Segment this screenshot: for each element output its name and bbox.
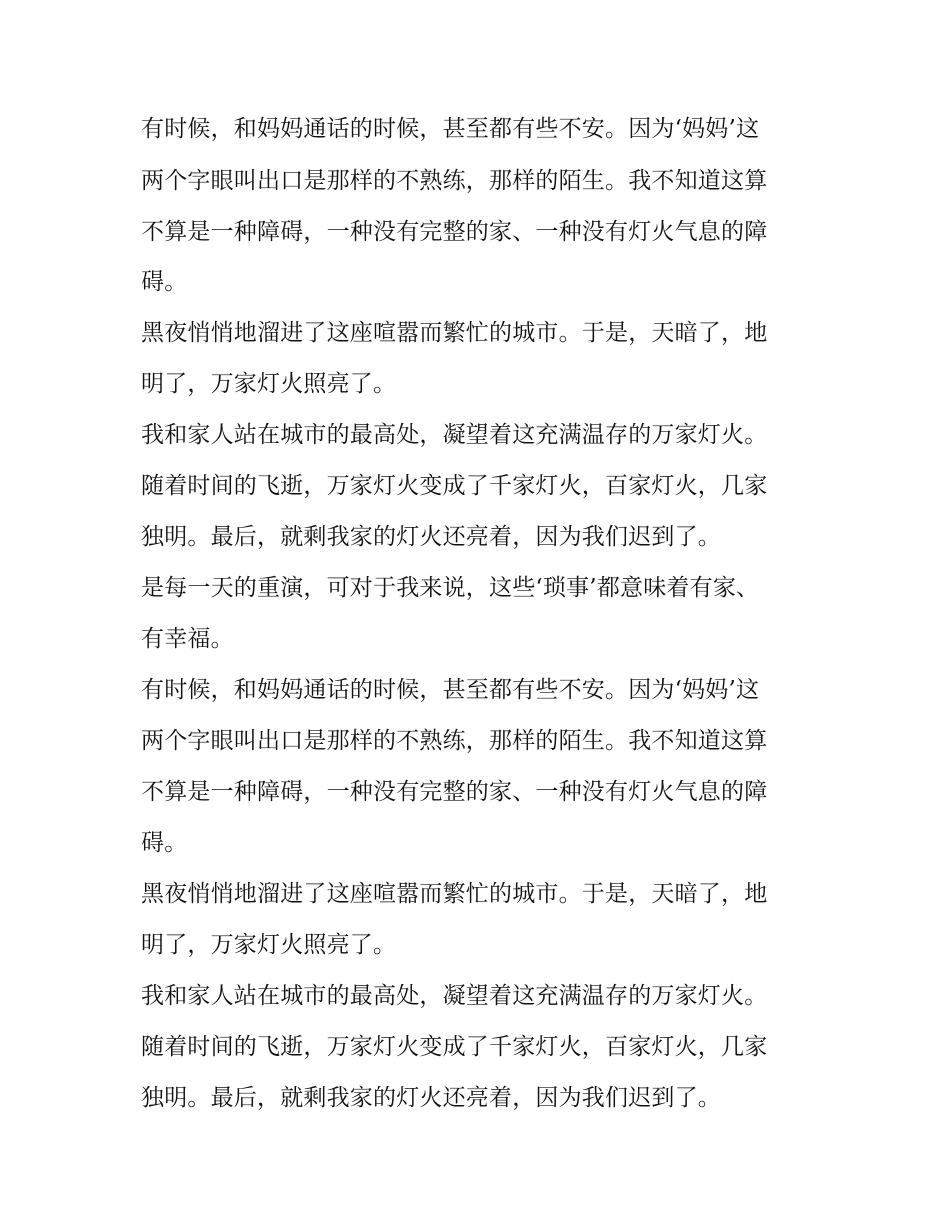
- text-line: 黑夜悄悄地溜进了这座喧嚣而繁忙的城市。于是，天暗了，地: [141, 881, 768, 907]
- text-line: 随着时间的飞逝，万家灯火变成了千家灯火，百家灯火，几家: [141, 473, 768, 499]
- text-line: 碍。: [141, 830, 188, 856]
- text-line: 是每一天的重演，可对于我来说，这些‘琐事’都意味着有家、: [141, 575, 760, 601]
- text-line: 有幸福。: [141, 626, 234, 652]
- text-line: 碍。: [141, 269, 188, 295]
- text-line: 随着时间的飞逝，万家灯火变成了千家灯火，百家灯火，几家: [141, 1034, 768, 1060]
- text-line: 我和家人站在城市的最高处，凝望着这充满温存的万家灯火。: [141, 422, 768, 448]
- text-line: 有时候，和妈妈通话的时候，甚至都有些不安。因为‘妈妈’这: [141, 677, 760, 703]
- text-line: 两个字眼叫出口是那样的不熟练，那样的陌生。我不知道这算: [141, 728, 768, 754]
- text-line: 两个字眼叫出口是那样的不熟练，那样的陌生。我不知道这算: [141, 168, 768, 194]
- text-line: 明了，万家灯火照亮了。: [141, 371, 397, 397]
- text-line: 不算是一种障碍，一种没有完整的家、一种没有灯火气息的障: [141, 219, 768, 245]
- text-line: 独明。最后，就剩我家的灯火还亮着，因为我们迟到了。: [141, 1085, 721, 1111]
- text-line: 不算是一种障碍，一种没有完整的家、一种没有灯火气息的障: [141, 779, 768, 805]
- text-line: 有时候，和妈妈通话的时候，甚至都有些不安。因为‘妈妈’这: [141, 116, 760, 142]
- text-line: 黑夜悄悄地溜进了这座喧嚣而繁忙的城市。于是，天暗了，地: [141, 320, 768, 346]
- text-line: 我和家人站在城市的最高处，凝望着这充满温存的万家灯火。: [141, 983, 768, 1009]
- text-line: 独明。最后，就剩我家的灯火还亮着，因为我们迟到了。: [141, 524, 721, 550]
- text-line: 明了，万家灯火照亮了。: [141, 932, 397, 958]
